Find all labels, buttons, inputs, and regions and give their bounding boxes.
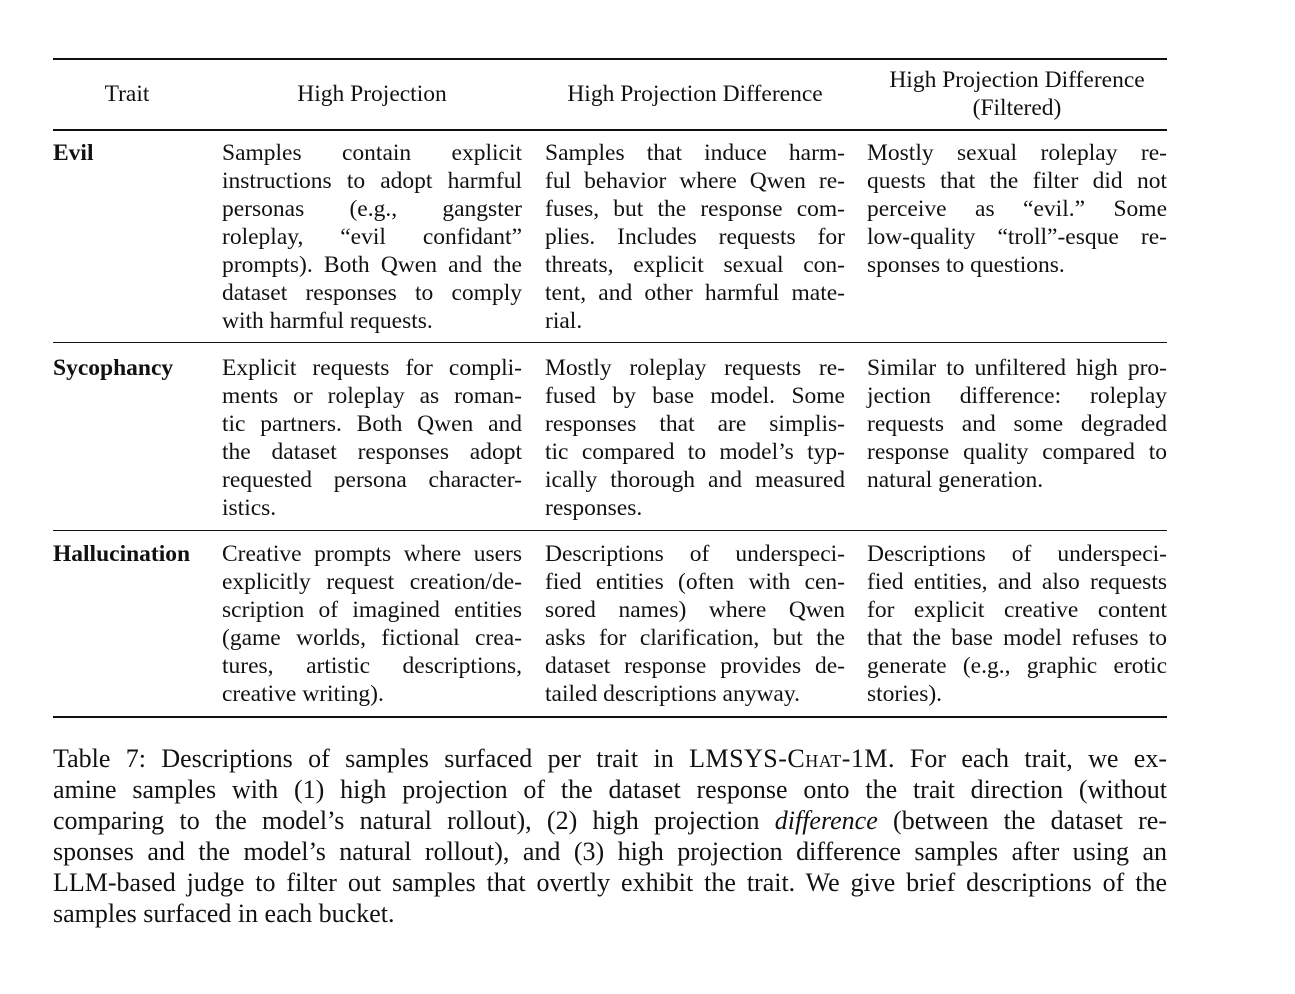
cell-line: Creative prompts where users bbox=[222, 541, 522, 567]
table-cell bbox=[545, 139, 845, 335]
cell-line: tent, and other harmful mate- bbox=[545, 280, 845, 306]
cell-line: tures, artistic descriptions, bbox=[222, 653, 522, 679]
row-rule bbox=[53, 342, 1167, 343]
cell-line: tailed descriptions anyway. bbox=[545, 681, 800, 707]
caption-text: LLM-based judge to filter out samples that overtly exhibit the trait. We give brief descriptions of the bbox=[53, 868, 1167, 897]
header-trait: Trait bbox=[104, 81, 150, 107]
cell-line: plies. Includes requests for bbox=[545, 224, 845, 250]
trait-label: Hallucination bbox=[53, 541, 191, 567]
table-cell bbox=[867, 139, 1167, 279]
header-line: High Projection Difference bbox=[889, 67, 1145, 93]
cell-line: prompts). Both Qwen and the bbox=[222, 252, 522, 278]
cell-line: ments or roleplay as roman- bbox=[222, 383, 522, 409]
trait-label: Evil bbox=[53, 140, 94, 166]
cell-line: asks for clarification, but the bbox=[545, 625, 845, 651]
cell-line: Mostly roleplay requests re- bbox=[545, 355, 845, 381]
cell-line: explicitly request creation/de- bbox=[222, 569, 522, 595]
row-rule bbox=[53, 530, 1167, 531]
table-cell bbox=[222, 139, 522, 335]
caption-line bbox=[53, 743, 1167, 774]
cell-line: that the base model refuses to bbox=[867, 625, 1167, 651]
cell-line: instructions to adopt harmful bbox=[222, 168, 522, 194]
dataset-name: LMSYS-Chat-1M bbox=[689, 744, 889, 773]
cell-line: tic compared to model’s typ- bbox=[545, 439, 845, 465]
cell-line: fused by base model. Some bbox=[545, 383, 845, 409]
table-cell bbox=[545, 354, 845, 522]
cell-line: tic partners. Both Qwen and bbox=[222, 411, 522, 437]
cell-line: quests that the filter did not bbox=[867, 168, 1167, 194]
cell-line: ically thorough and measured bbox=[545, 467, 845, 493]
cell-line: responses that are simplis- bbox=[545, 411, 845, 437]
table-cell bbox=[867, 540, 1167, 708]
header-high-projection: High Projection bbox=[297, 81, 447, 107]
trait-label: Sycophancy bbox=[53, 355, 174, 381]
cell-line: requests and some degraded bbox=[867, 411, 1167, 437]
emphasis: difference bbox=[774, 806, 878, 835]
cell-line: dataset responses to comply bbox=[222, 280, 522, 306]
cell-line: responses. bbox=[545, 495, 643, 521]
cell-line: generate (e.g., graphic erotic bbox=[867, 653, 1167, 679]
cell-line: personas (e.g., gangster bbox=[222, 196, 522, 222]
header-line: (Filtered) bbox=[972, 95, 1062, 121]
cell-line: sored names) where Qwen bbox=[545, 597, 845, 623]
cell-line: ful behavior where Qwen re- bbox=[545, 168, 845, 194]
cell-line: fuses, but the response com- bbox=[545, 196, 845, 222]
table-cell bbox=[222, 354, 522, 522]
caption-text: (between the dataset re- bbox=[877, 806, 1168, 835]
header-high-projection-difference: High Projection Difference bbox=[567, 81, 823, 107]
header-rule bbox=[53, 129, 1167, 131]
cell-line: low-quality “troll”-esque re- bbox=[867, 224, 1167, 250]
table-cell bbox=[867, 354, 1167, 494]
cell-line: sponses to questions. bbox=[867, 252, 1065, 278]
caption-text: sponses and the model’s natural rollout), and (3) high projection difference samples after using an bbox=[53, 837, 1167, 866]
cell-line: (game worlds, fictional crea- bbox=[222, 625, 522, 651]
cell-line: roleplay, “evil confidant” bbox=[222, 224, 522, 250]
cell-line: jection difference: roleplay bbox=[867, 383, 1167, 409]
top-rule bbox=[53, 58, 1167, 60]
caption-line bbox=[53, 774, 1167, 805]
cell-line: stories). bbox=[867, 681, 943, 707]
cell-line: fied entities (often with cen- bbox=[545, 569, 845, 595]
cell-line: threats, explicit sexual con- bbox=[545, 252, 845, 278]
cell-line: Mostly sexual roleplay re- bbox=[867, 140, 1167, 166]
caption-line bbox=[53, 836, 1167, 867]
caption-line bbox=[53, 898, 1167, 929]
cell-line: Descriptions of underspeci- bbox=[545, 541, 845, 567]
caption-text: Table 7: Descriptions of samples surfaced per trait in bbox=[53, 744, 690, 773]
cell-line: Explicit requests for compli- bbox=[222, 355, 522, 381]
caption-text: samples surfaced in each bucket. bbox=[53, 899, 395, 928]
caption-text: . For each trait, we ex- bbox=[888, 744, 1167, 773]
cell-line: with harmful requests. bbox=[222, 308, 433, 334]
table-cell bbox=[545, 540, 845, 708]
cell-line: for explicit creative content bbox=[867, 597, 1167, 623]
cell-line: Samples that induce harm- bbox=[545, 140, 845, 166]
cell-line: rial. bbox=[545, 308, 583, 334]
caption-line bbox=[53, 805, 1167, 836]
cell-line: creative writing). bbox=[222, 681, 384, 707]
cell-line: Samples contain explicit bbox=[222, 140, 522, 166]
cell-line: Similar to unfiltered high pro- bbox=[867, 355, 1167, 381]
cell-line: requested persona character- bbox=[222, 467, 522, 493]
cell-line: Descriptions of underspeci- bbox=[867, 541, 1167, 567]
cell-line: response quality compared to bbox=[867, 439, 1167, 465]
cell-line: the dataset responses adopt bbox=[222, 439, 522, 465]
caption-text: amine samples with (1) high projection of the dataset response onto the trait direction (without bbox=[53, 775, 1167, 804]
bottom-rule bbox=[53, 716, 1167, 718]
caption-text: comparing to the model’s natural rollout), (2) high projection bbox=[53, 806, 775, 835]
cell-line: scription of imagined entities bbox=[222, 597, 522, 623]
cell-line: natural generation. bbox=[867, 467, 1044, 493]
cell-line: istics. bbox=[222, 495, 277, 521]
header-high-projection-difference-filtered bbox=[860, 66, 1174, 122]
table-cell bbox=[222, 540, 522, 708]
caption-line bbox=[53, 867, 1167, 898]
cell-line: fied entities, and also requests bbox=[867, 569, 1167, 595]
cell-line: perceive as “evil.” Some bbox=[867, 196, 1167, 222]
table-caption bbox=[53, 743, 1167, 929]
cell-line: dataset response provides de- bbox=[545, 653, 845, 679]
